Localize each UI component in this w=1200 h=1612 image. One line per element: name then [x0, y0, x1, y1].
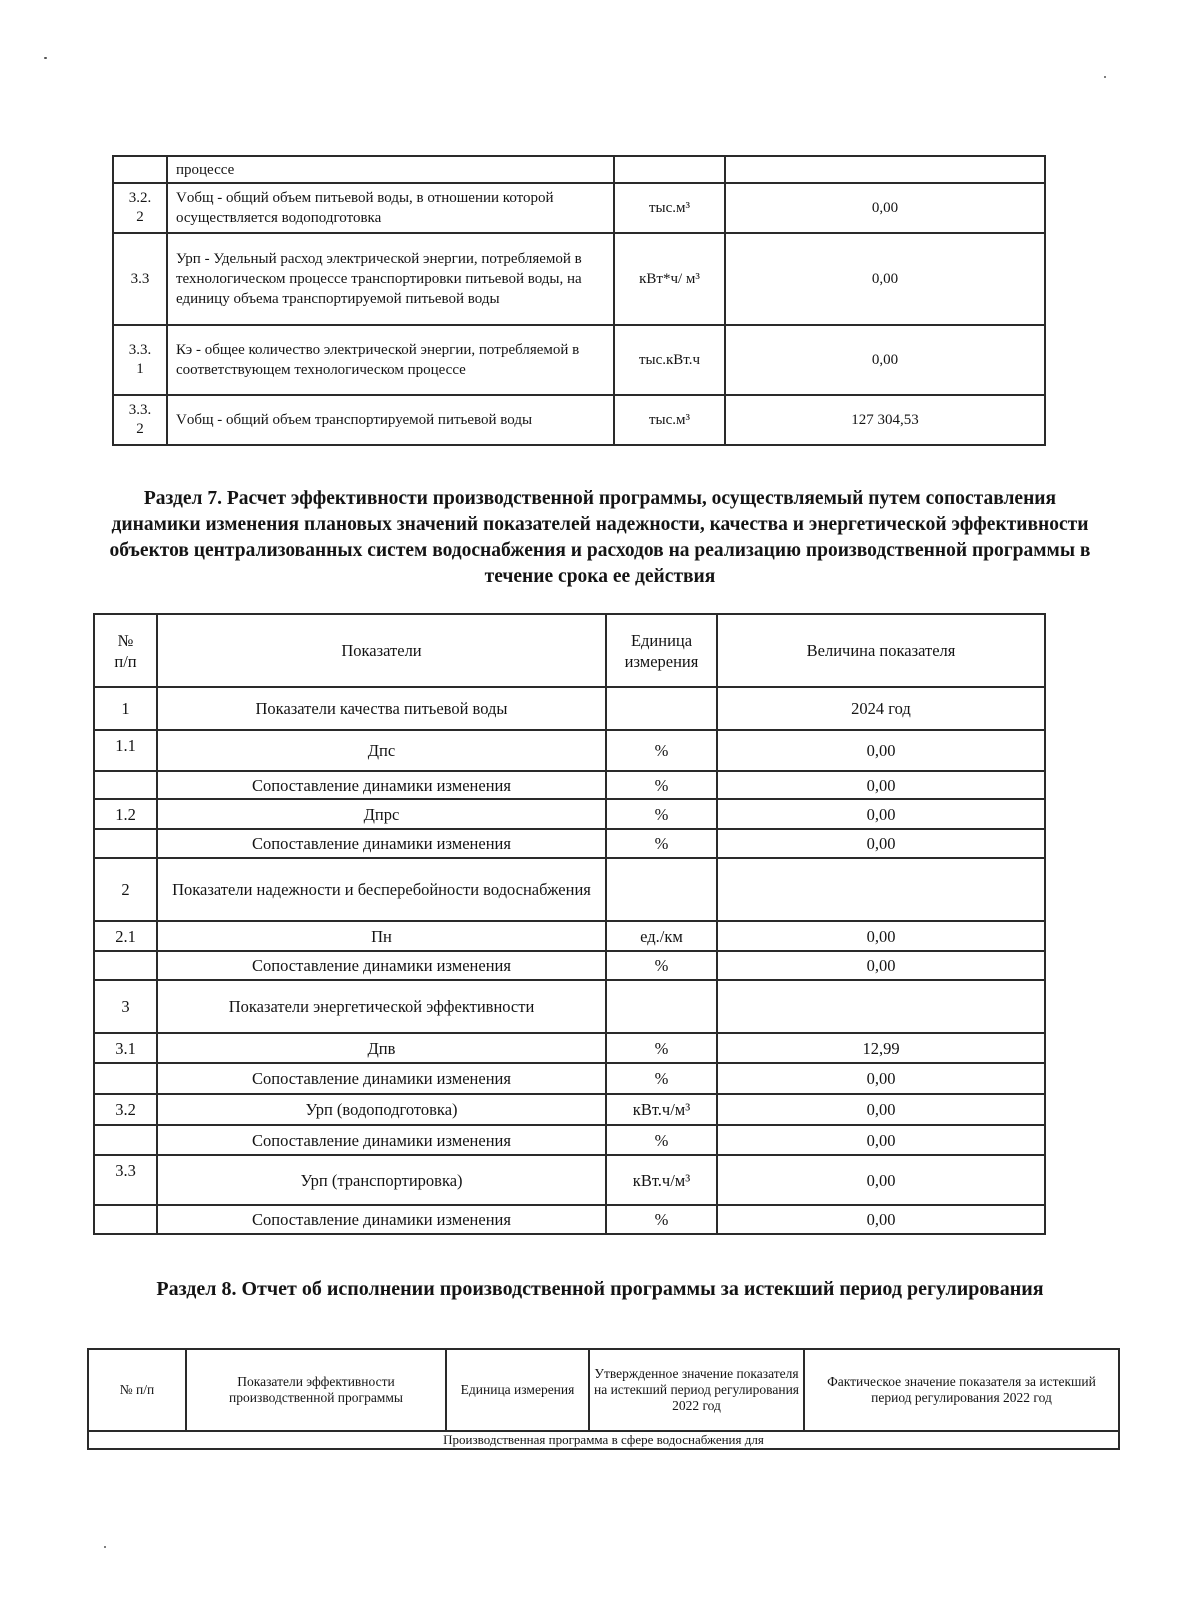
row-unit: кВт.ч/м³: [606, 1094, 717, 1125]
table-row: [94, 980, 1045, 1033]
row-unit: %: [606, 799, 717, 829]
row-number: 3.2. 2: [113, 183, 167, 233]
indicators-table-continued: [112, 155, 1046, 446]
row-indicator: Сопоставление динамики изменения: [157, 1063, 606, 1094]
row-description: Vобщ - общий объем питьевой воды, в отношении которой осуществляется водоподготовка: [167, 183, 614, 233]
row-value: [725, 156, 1045, 183]
row-unit: [606, 980, 717, 1033]
row-unit: %: [606, 730, 717, 771]
row-number: 3.3. 2: [113, 395, 167, 445]
table-row: [94, 858, 1045, 921]
section8-title: Раздел 8. Отчет об исполнении производственной программы за истекший период регулирования: [156, 1278, 1044, 1300]
table-row: [94, 1063, 1045, 1094]
col-header-approved: Утвержденное значение показателя на истекший период регулирования 2022 год: [589, 1349, 804, 1431]
row-number: 3.1: [94, 1033, 157, 1063]
table-row: [113, 233, 1045, 325]
col-header-unit: Единица измерения: [606, 614, 717, 687]
col-header-indicator: Показатели эффективности производственной программы: [186, 1349, 446, 1431]
col-header-indicator: Показатели: [157, 614, 606, 687]
row-number: 1: [94, 687, 157, 730]
row-unit: тыс.м³: [614, 395, 725, 445]
row-number: 2: [94, 858, 157, 921]
row-unit: тыс.м³: [614, 183, 725, 233]
row-indicator: Показатели надежности и бесперебойности водоснабжения: [157, 858, 606, 921]
col-header-actual: Фактическое значение показателя за истекший период регулирования 2022 год: [804, 1349, 1119, 1431]
row-value: 2024 год: [717, 687, 1045, 730]
row-number: [113, 156, 167, 183]
row-number: 3.3: [94, 1155, 157, 1205]
scan-speck: [44, 57, 47, 59]
row-number: 1.2: [94, 799, 157, 829]
row-number: [94, 1125, 157, 1155]
row-number: 3.3. 1: [113, 325, 167, 395]
row-number: [94, 951, 157, 980]
col-header-num: № п/п: [88, 1349, 186, 1431]
report-table: [87, 1348, 1120, 1450]
row-indicator: Пн: [157, 921, 606, 951]
row-number: [94, 1063, 157, 1094]
row-unit: %: [606, 1033, 717, 1063]
row-number: 1.1: [94, 730, 157, 771]
row-number: [94, 1205, 157, 1234]
col-header-unit: Единица измерения: [446, 1349, 589, 1431]
row-value: 0,00: [717, 1125, 1045, 1155]
row-value: 0,00: [717, 951, 1045, 980]
col-header-num: № п/п: [94, 614, 157, 687]
table-row: [94, 771, 1045, 799]
row-value: 0,00: [717, 829, 1045, 858]
row-indicator: Урп (транспортировка): [157, 1155, 606, 1205]
efficiency-table: [93, 613, 1046, 1235]
scan-speck: [1104, 76, 1106, 78]
row-number: 3.2: [94, 1094, 157, 1125]
row-unit: %: [606, 1063, 717, 1094]
program-subheader: Производственная программа в сфере водоснабжения для: [88, 1431, 1119, 1449]
row-value: 0,00: [717, 771, 1045, 799]
row-value: 0,00: [717, 921, 1045, 951]
row-description: Кэ - общее количество электрической энергии, потребляемой в соответствующем технологическом процессе: [167, 325, 614, 395]
row-value: 0,00: [717, 1063, 1045, 1094]
row-value: 0,00: [717, 1205, 1045, 1234]
row-indicator: Дпс: [157, 730, 606, 771]
row-value: 0,00: [725, 233, 1045, 325]
table-row: [94, 1033, 1045, 1063]
row-value: 127 304,53: [725, 395, 1045, 445]
row-unit: [614, 156, 725, 183]
row-description: Vобщ - общий объем транспортируемой питьевой воды: [167, 395, 614, 445]
row-indicator: Сопоставление динамики изменения: [157, 1205, 606, 1234]
row-value: [717, 980, 1045, 1033]
row-value: 12,99: [717, 1033, 1045, 1063]
row-indicator: Показатели качества питьевой воды: [157, 687, 606, 730]
row-unit: %: [606, 951, 717, 980]
row-number: [94, 771, 157, 799]
table-row: [94, 1094, 1045, 1125]
row-indicator: Показатели энергетической эффективности: [157, 980, 606, 1033]
row-indicator: Сопоставление динамики изменения: [157, 1125, 606, 1155]
table-row: [113, 395, 1045, 445]
row-unit: [606, 858, 717, 921]
section7-title: Раздел 7. Расчет эффективности производственной программы, осуществляемый путем сопоставления динамики изменения плановых значений показателей надежности, качества и энергетической эффективности объектов централизованных систем водоснабжения и расходов на реализацию производственной программы в течение срока ее действия: [109, 488, 1091, 587]
row-number: 2.1: [94, 921, 157, 951]
row-unit: %: [606, 1125, 717, 1155]
table-row: [94, 687, 1045, 730]
row-number: 3: [94, 980, 157, 1033]
row-value: 0,00: [717, 799, 1045, 829]
row-indicator: Сопоставление динамики изменения: [157, 771, 606, 799]
row-indicator: Сопоставление динамики изменения: [157, 951, 606, 980]
table-row: [94, 951, 1045, 980]
row-unit: %: [606, 1205, 717, 1234]
table-row: [94, 730, 1045, 771]
table-row: [94, 799, 1045, 829]
table-row: [94, 1155, 1045, 1205]
row-indicator: Дпв: [157, 1033, 606, 1063]
row-value: [717, 858, 1045, 921]
row-number: [94, 829, 157, 858]
table-row: [113, 156, 1045, 183]
row-unit: %: [606, 771, 717, 799]
row-value: 0,00: [725, 325, 1045, 395]
row-description: Урп - Удельный расход электрической энергии, потребляемой в технологическом процессе транспортировки питьевой воды, на единицу объема транспортируемой питьевой воды: [167, 233, 614, 325]
table-row: [94, 1125, 1045, 1155]
row-unit: кВт*ч/ м³: [614, 233, 725, 325]
row-unit: ед./км: [606, 921, 717, 951]
row-indicator: Дпрс: [157, 799, 606, 829]
row-description: процессе: [167, 156, 614, 183]
row-unit: кВт.ч/м³: [606, 1155, 717, 1205]
col-header-value: Величина показателя: [717, 614, 1045, 687]
row-unit: %: [606, 829, 717, 858]
row-unit: [606, 687, 717, 730]
row-value: 0,00: [717, 730, 1045, 771]
row-unit: тыс.кВт.ч: [614, 325, 725, 395]
row-value: 0,00: [717, 1155, 1045, 1205]
row-value: 0,00: [725, 183, 1045, 233]
row-indicator: Урп (водоподготовка): [157, 1094, 606, 1125]
row-value: 0,00: [717, 1094, 1045, 1125]
table-row: [113, 325, 1045, 395]
row-number: 3.3: [113, 233, 167, 325]
row-indicator: Сопоставление динамики изменения: [157, 829, 606, 858]
table-row: [113, 183, 1045, 233]
table-row: [94, 829, 1045, 858]
scan-speck: [104, 1546, 106, 1548]
table-row: [94, 1205, 1045, 1234]
table-row: [94, 921, 1045, 951]
